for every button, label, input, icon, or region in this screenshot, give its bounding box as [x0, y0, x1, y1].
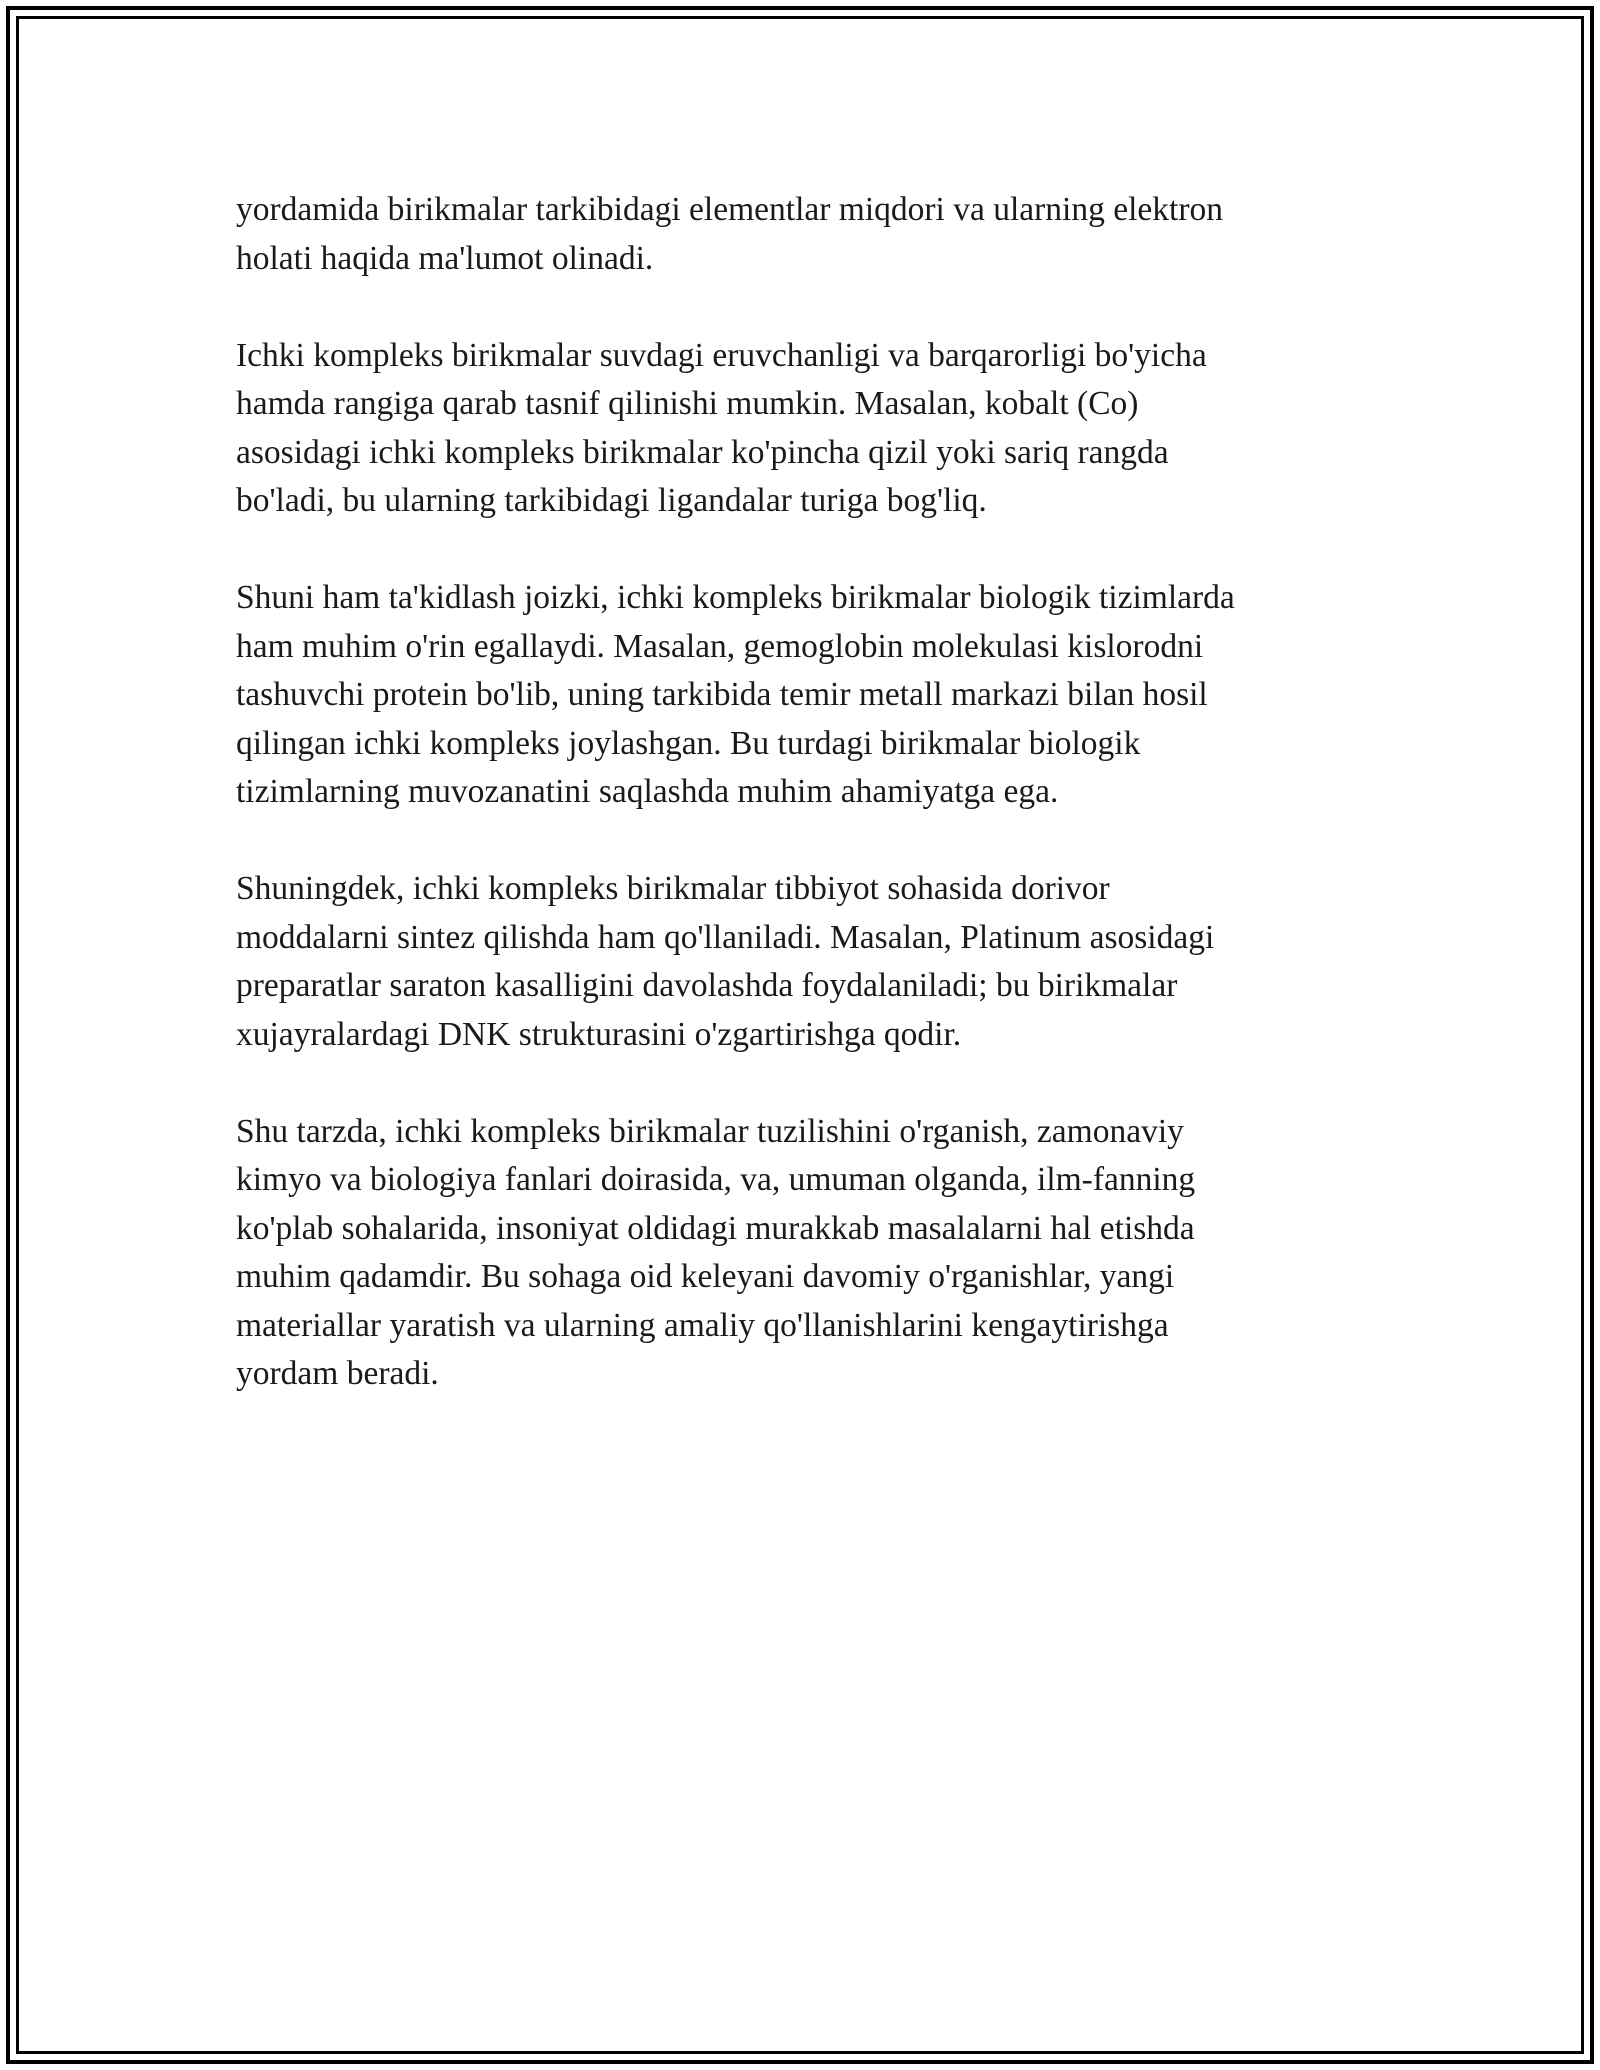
document-body	[236, 186, 1356, 1447]
paragraph-5: Shu tarzda, ichki kompleks birikmalar tuzilishini o'rganish, zamonaviy kimyo va biologiya fanlari doirasida, va, umuman olganda, ilm-fanning ko'plab sohalarida, insoniyat oldidagi murakkab masalalarni hal etishda muhim qadamdir. Bu sohaga oid keleyani davomiy o'rganishlar, yangi materiallar yaratish va ularning amaliy qo'llanishlarini kengaytirishga yordam beradi.	[236, 1112, 1196, 1392]
paragraph-3: Shuni ham ta'kidlash joizki, ichki kompleks birikmalar biologik tizimlarda ham muhim o'rin egallaydi. Masalan, gemoglobin molekulasi kislorodni tashuvchi protein bo'lib, uning tarkibida temir metall markazi bilan hosil qilingan ichki kompleks joylashgan. Bu turdagi birikmalar biologik tizimlarning muvozanatini saqlashda muhim ahamiyatga ega.	[236, 579, 1235, 810]
paragraph-4: Shuningdek, ichki kompleks birikmalar tibbiyot sohasida dorivor moddalarni sintez qilishda ham qo'llaniladi. Masalan, Platinum asosidagi preparatlar saraton kasalligini davolashda foydalaniladi; bu birikmalar xujayralardagi DNK strukturasini o'zgartirishga qodir.	[236, 870, 1215, 1053]
paragraph-2: Ichki kompleks birikmalar suvdagi eruvchanligi va barqarorligi bo'yicha hamda rangiga qarab tasnif qilinishi mumkin. Masalan, kobalt (Co) asosidagi ichki kompleks birikmalar ko'pincha qizil yoki sariq rangda bo'ladi, bu ularning tarkibidagi ligandalar turiga bog'liq.	[236, 336, 1207, 519]
paragraph-1: yordamida birikmalar tarkibidagi elementlar miqdori va ularning elektron holati haqida ma'lumot olinadi.	[236, 191, 1223, 277]
